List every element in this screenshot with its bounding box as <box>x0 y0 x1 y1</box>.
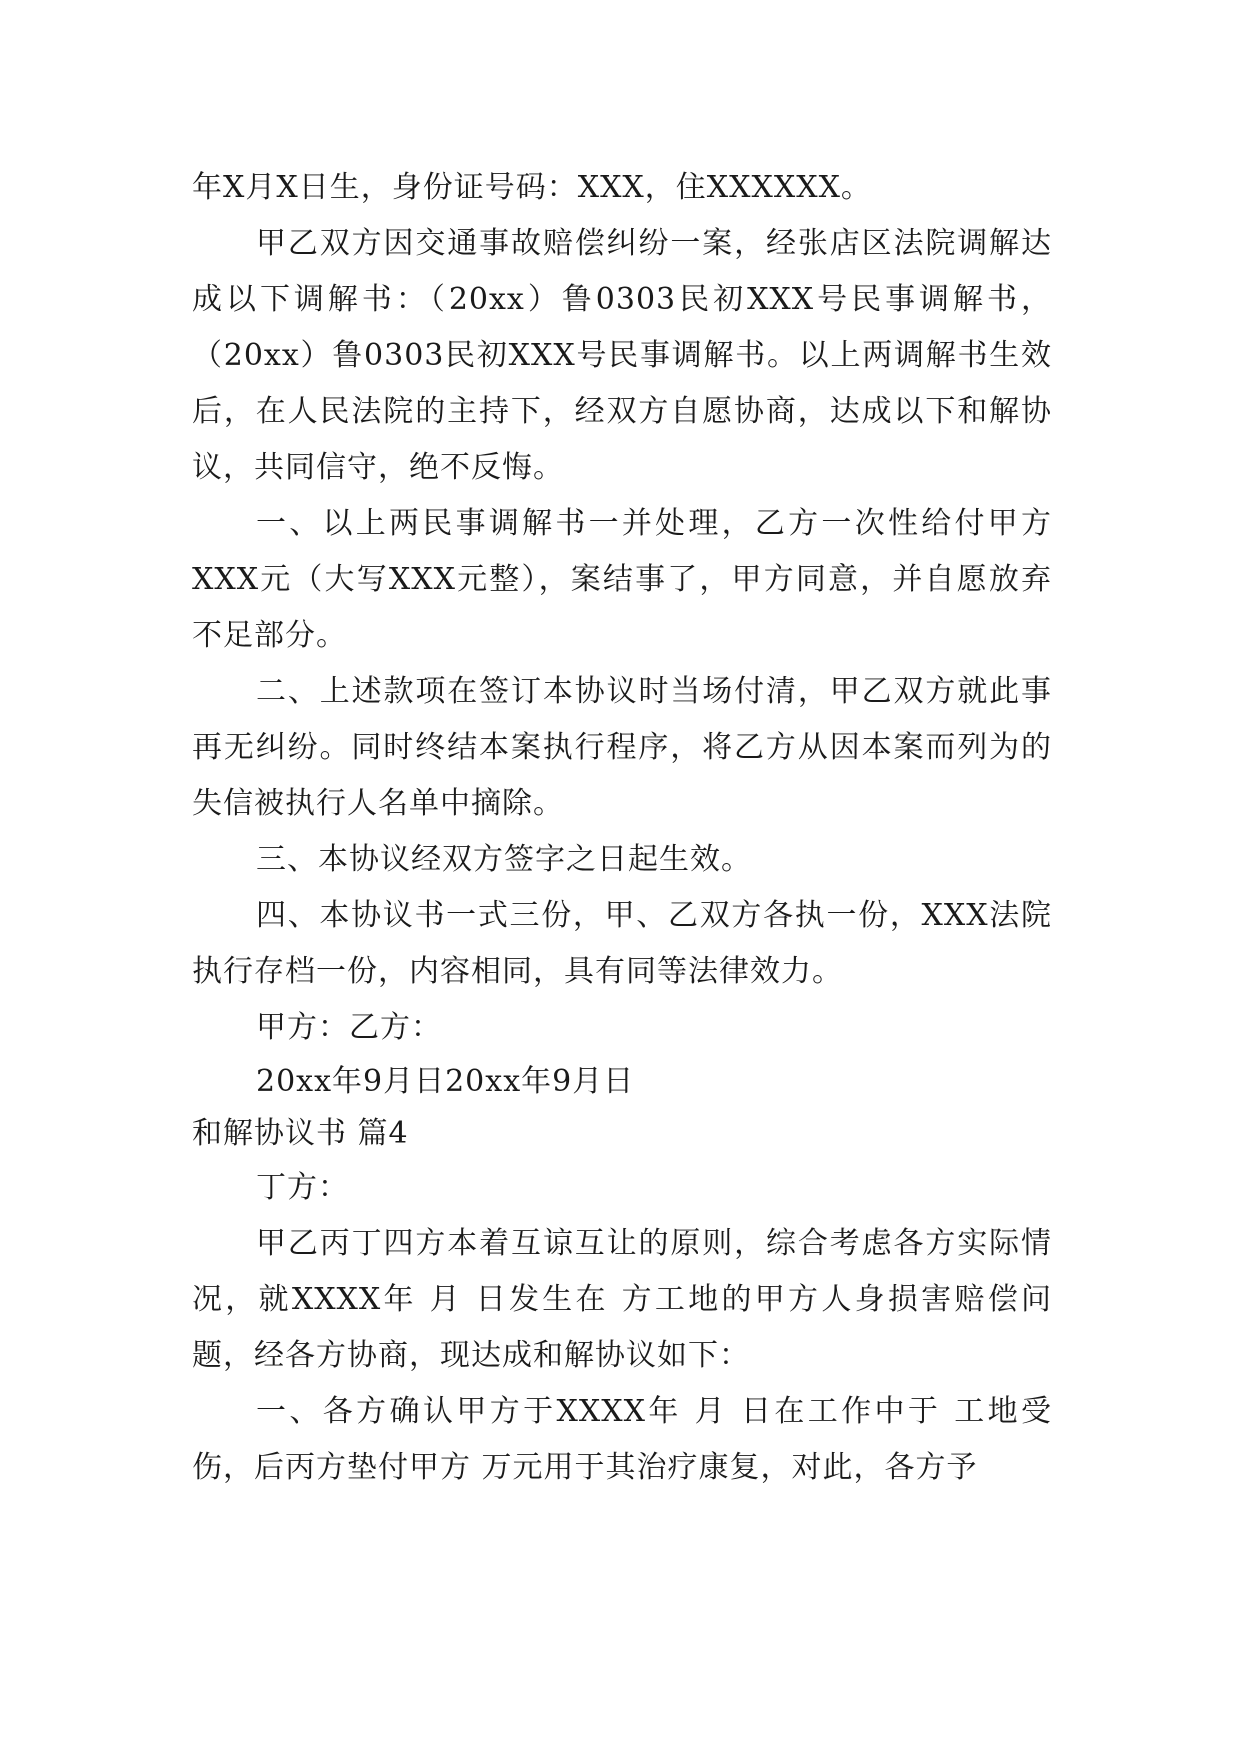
document-body <box>192 160 1052 1496</box>
paragraph-clause-4: 四、本协议书一式三份，甲、乙双方各执一份，XXX法院执行存档一份，内容相同，具有同等法律效力。 <box>192 898 1052 989</box>
section-title: 和解协议书 篇4 <box>192 1116 409 1151</box>
paragraph-confirm-1: 一、各方确认甲方于XXXX年 月 日在工作中于 工地受伤，后丙方垫付甲方 万元用于其治疗康复，对此，各方予 <box>192 1394 1052 1485</box>
paragraph-clause-3: 三、本协议经双方签字之日起生效。 <box>256 842 752 877</box>
paragraph-intro: 年X月X日生，身份证号码：XXX，住XXXXXX。 <box>192 170 872 205</box>
paragraph-clause-2: 二、上述款项在签订本协议时当场付清，甲乙双方就此事再无纠纷。同时终结本案执行程序，将乙方从因本案而列为的失信被执行人名单中摘除。 <box>192 674 1052 821</box>
signature-dates: 20xx年9月日20xx年9月日 <box>256 1064 635 1099</box>
paragraph-principle: 甲乙丙丁四方本着互谅互让的原则，综合考虑各方实际情况，就XXXX年 月 日发生在 方工地的甲方人身损害赔偿问题，经各方协商，现达成和解协议如下： <box>192 1226 1052 1373</box>
signature-parties: 甲方：乙方： <box>256 1010 442 1045</box>
party-ding: 丁方： <box>256 1170 349 1205</box>
paragraph-clause-1: 一、以上两民事调解书一并处理，乙方一次性给付甲方XXX元（大写XXX元整），案结事了，甲方同意，并自愿放弃不足部分。 <box>192 506 1052 653</box>
paragraph-background: 甲乙双方因交通事故赔偿纠纷一案，经张店区法院调解达成以下调解书：（20xx）鲁0303民初XXX号民事调解书，（20xx）鲁0303民初XXX号民事调解书。以上两调解书生效后，在人民法院的主持下，经双方自愿协商，达成以下和解协议，共同信守，绝不反悔。 <box>192 226 1052 485</box>
